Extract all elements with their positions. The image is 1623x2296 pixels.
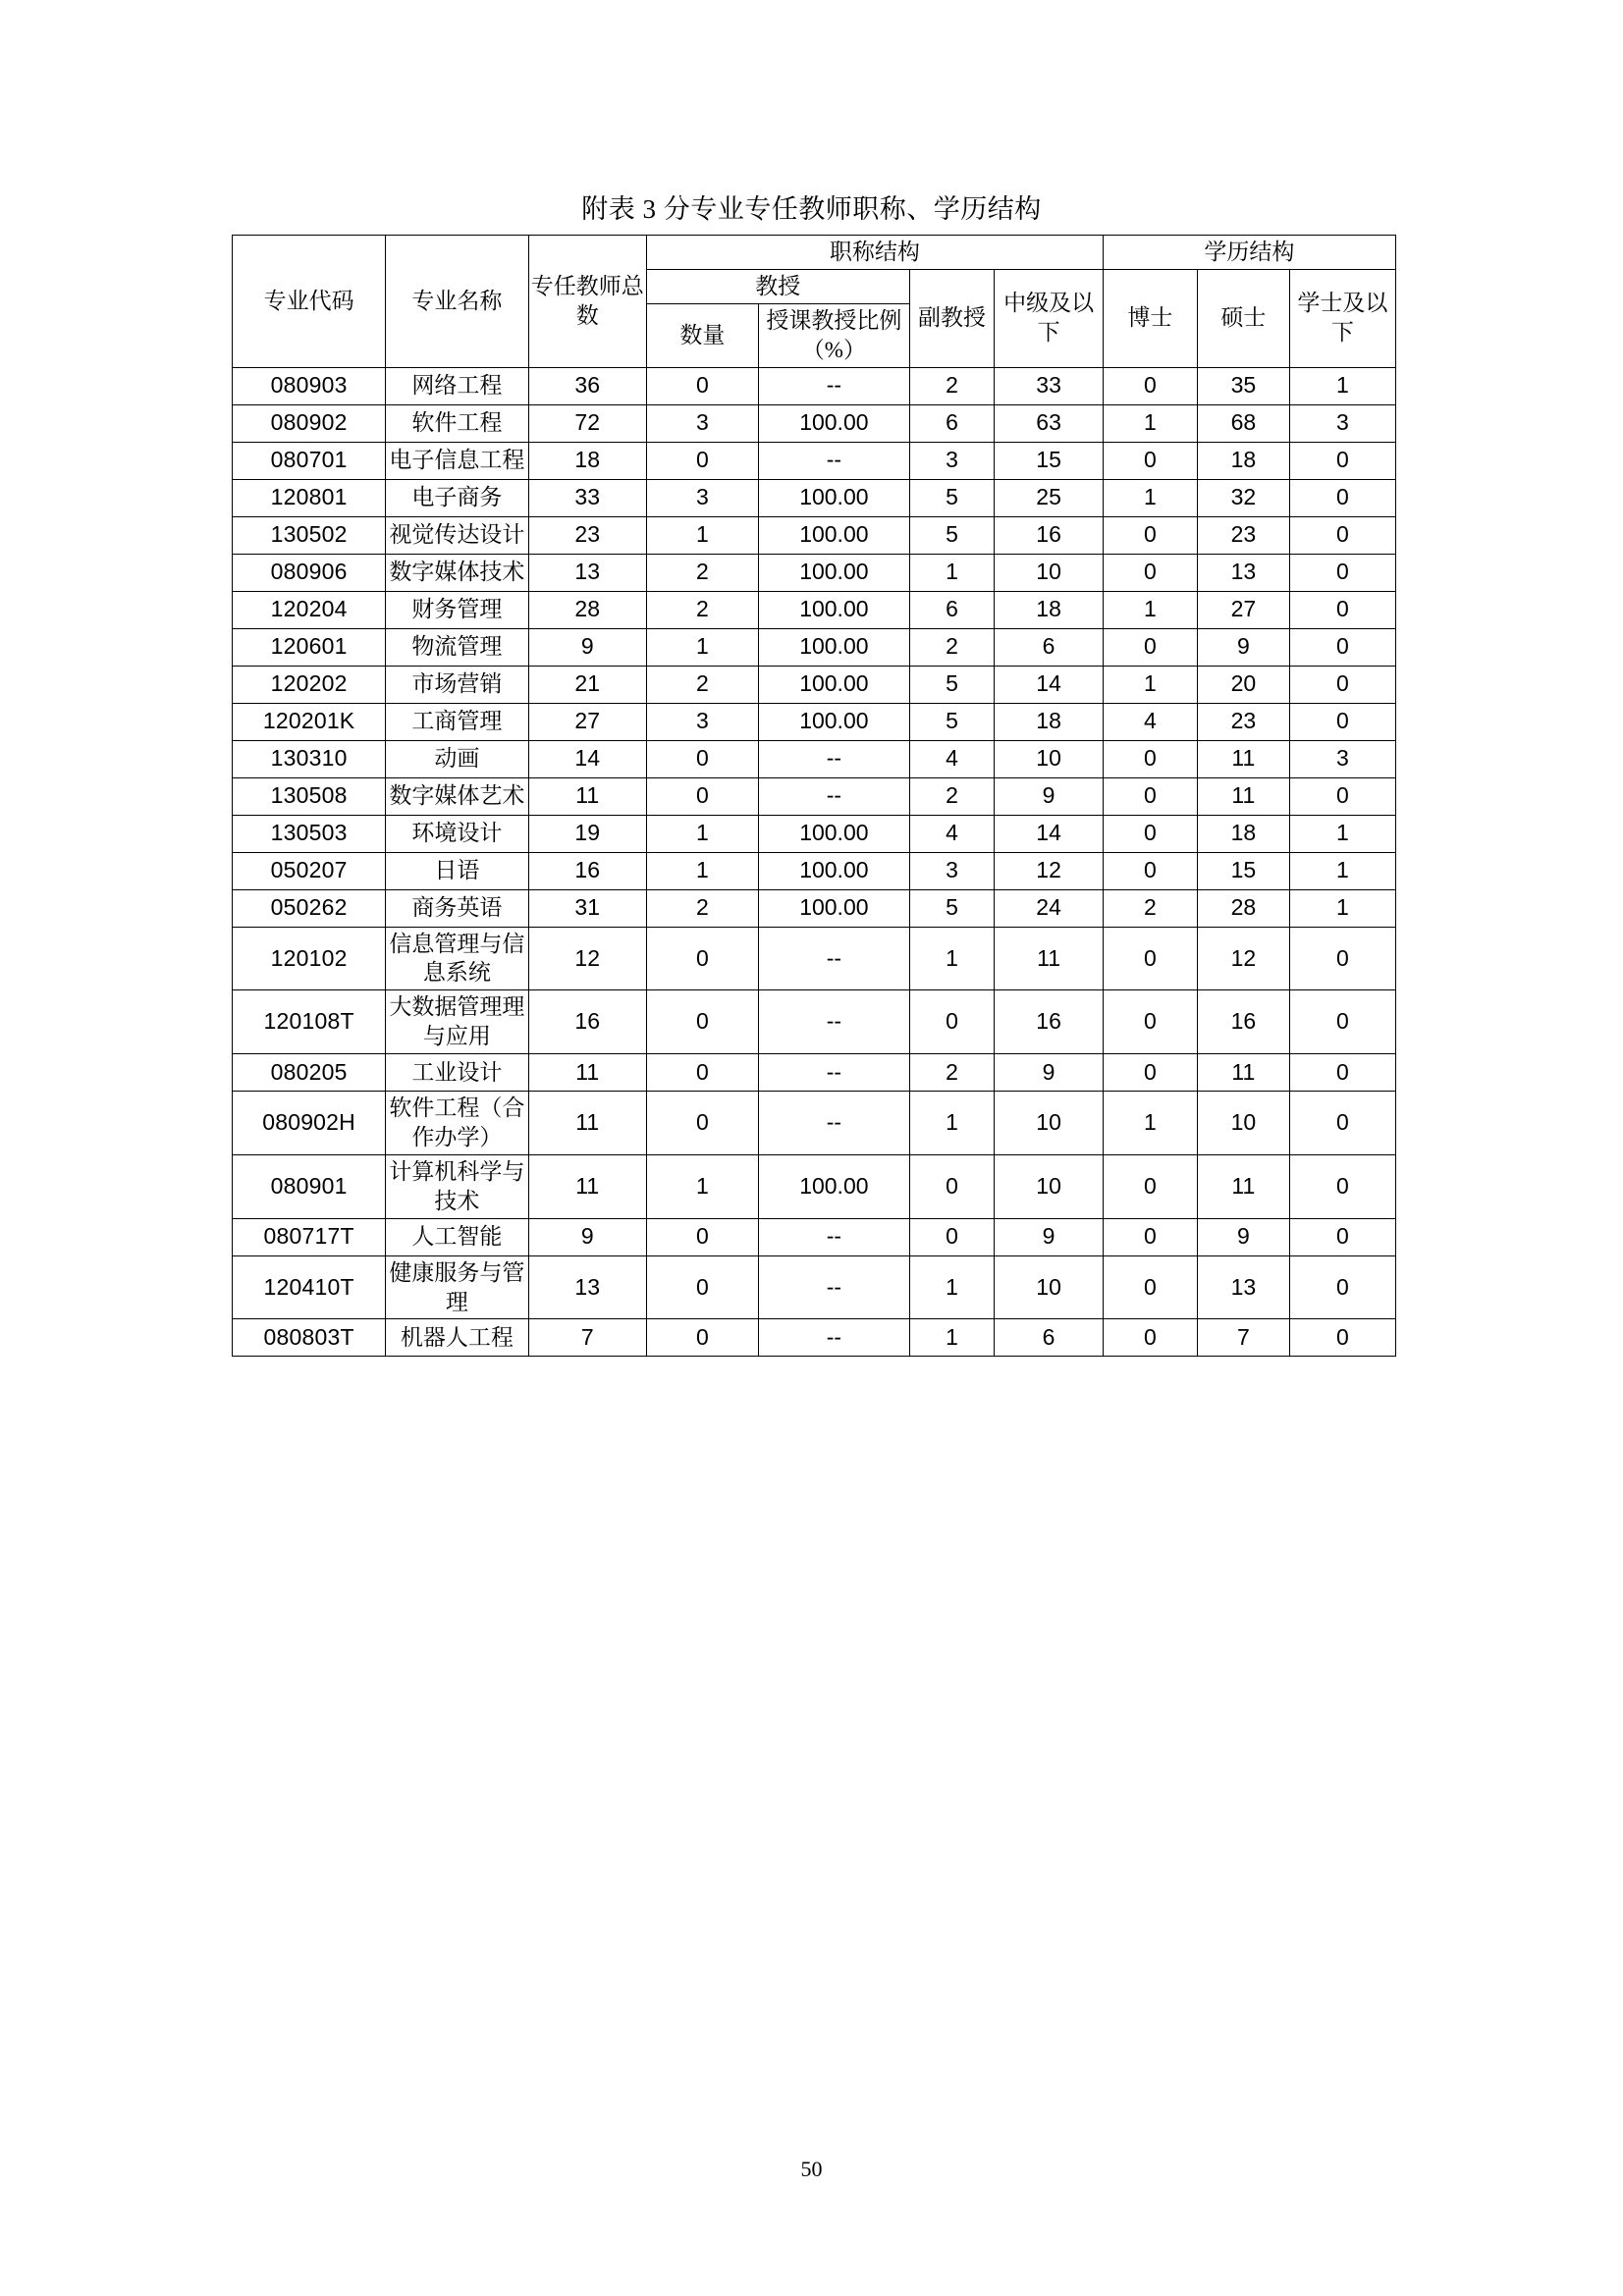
cell-prof_count: 1 (646, 516, 758, 554)
cell-prof_teaching_ratio: 100.00 (758, 703, 909, 740)
column-header-major-name: 专业名称 (386, 236, 528, 368)
cell-code: 120108T (233, 990, 386, 1054)
cell-code: 080901 (233, 1154, 386, 1218)
cell-master: 20 (1198, 666, 1290, 703)
cell-mid_and_below: 10 (995, 554, 1104, 591)
table-row (233, 1054, 1396, 1092)
cell-master: 27 (1198, 591, 1290, 628)
cell-total: 21 (528, 666, 646, 703)
cell-code: 080902 (233, 404, 386, 442)
cell-name: 数字媒体艺术 (386, 777, 528, 815)
cell-doctor: 0 (1103, 1054, 1197, 1092)
cell-bachelor_and_below: 0 (1289, 777, 1395, 815)
cell-assoc_prof: 2 (909, 367, 995, 404)
cell-master: 9 (1198, 628, 1290, 666)
cell-bachelor_and_below: 0 (1289, 628, 1395, 666)
cell-doctor: 1 (1103, 666, 1197, 703)
cell-total: 72 (528, 404, 646, 442)
cell-assoc_prof: 5 (909, 666, 995, 703)
cell-bachelor_and_below: 0 (1289, 442, 1395, 479)
cell-bachelor_and_below: 0 (1289, 554, 1395, 591)
cell-prof_count: 3 (646, 479, 758, 516)
cell-bachelor_and_below: 3 (1289, 404, 1395, 442)
cell-total: 16 (528, 852, 646, 889)
table-row (233, 367, 1396, 404)
cell-prof_count: 0 (646, 367, 758, 404)
cell-doctor: 0 (1103, 628, 1197, 666)
cell-master: 11 (1198, 777, 1290, 815)
cell-prof_teaching_ratio: -- (758, 442, 909, 479)
cell-prof_count: 1 (646, 852, 758, 889)
cell-mid_and_below: 16 (995, 516, 1104, 554)
cell-bachelor_and_below: 3 (1289, 740, 1395, 777)
cell-name: 大数据管理理与应用 (386, 990, 528, 1054)
cell-code: 050262 (233, 889, 386, 927)
cell-total: 13 (528, 554, 646, 591)
cell-master: 7 (1198, 1319, 1290, 1357)
cell-total: 18 (528, 442, 646, 479)
cell-total: 7 (528, 1319, 646, 1357)
cell-master: 13 (1198, 554, 1290, 591)
cell-bachelor_and_below: 0 (1289, 990, 1395, 1054)
cell-total: 11 (528, 1154, 646, 1218)
cell-prof_teaching_ratio: 100.00 (758, 852, 909, 889)
cell-prof_count: 1 (646, 1154, 758, 1218)
cell-name: 健康服务与管理 (386, 1255, 528, 1319)
cell-master: 16 (1198, 990, 1290, 1054)
cell-total: 11 (528, 777, 646, 815)
cell-assoc_prof: 3 (909, 852, 995, 889)
cell-code: 120102 (233, 927, 386, 990)
cell-mid_and_below: 10 (995, 1154, 1104, 1218)
cell-prof_count: 0 (646, 1218, 758, 1255)
cell-prof_count: 0 (646, 442, 758, 479)
cell-prof_count: 0 (646, 990, 758, 1054)
cell-master: 11 (1198, 1054, 1290, 1092)
cell-mid_and_below: 10 (995, 1255, 1104, 1319)
cell-master: 35 (1198, 367, 1290, 404)
table-row (233, 591, 1396, 628)
cell-assoc_prof: 4 (909, 740, 995, 777)
column-header-doctor: 博士 (1103, 269, 1197, 367)
cell-prof_teaching_ratio: -- (758, 990, 909, 1054)
cell-mid_and_below: 6 (995, 1319, 1104, 1357)
cell-bachelor_and_below: 1 (1289, 852, 1395, 889)
cell-name: 商务英语 (386, 889, 528, 927)
cell-prof_count: 0 (646, 1054, 758, 1092)
cell-bachelor_and_below: 0 (1289, 666, 1395, 703)
cell-code: 120410T (233, 1255, 386, 1319)
cell-mid_and_below: 24 (995, 889, 1104, 927)
table-header (233, 236, 1396, 368)
cell-code: 080906 (233, 554, 386, 591)
cell-total: 9 (528, 1218, 646, 1255)
cell-bachelor_and_below: 0 (1289, 1154, 1395, 1218)
cell-prof_count: 3 (646, 404, 758, 442)
cell-code: 130310 (233, 740, 386, 777)
cell-prof_count: 0 (646, 1319, 758, 1357)
cell-prof_teaching_ratio: -- (758, 1092, 909, 1155)
cell-name: 视觉传达设计 (386, 516, 528, 554)
cell-code: 080205 (233, 1054, 386, 1092)
cell-mid_and_below: 6 (995, 628, 1104, 666)
cell-bachelor_and_below: 0 (1289, 591, 1395, 628)
cell-assoc_prof: 5 (909, 703, 995, 740)
page-number: 50 (800, 2157, 823, 2181)
cell-assoc_prof: 2 (909, 777, 995, 815)
cell-mid_and_below: 16 (995, 990, 1104, 1054)
cell-name: 工业设计 (386, 1054, 528, 1092)
table-row (233, 1218, 1396, 1255)
cell-doctor: 0 (1103, 516, 1197, 554)
cell-bachelor_and_below: 0 (1289, 1054, 1395, 1092)
cell-prof_teaching_ratio: 100.00 (758, 889, 909, 927)
cell-mid_and_below: 10 (995, 740, 1104, 777)
group-header-title-structure: 职称结构 (646, 236, 1103, 270)
cell-assoc_prof: 1 (909, 554, 995, 591)
table-row (233, 404, 1396, 442)
cell-doctor: 2 (1103, 889, 1197, 927)
table-row (233, 703, 1396, 740)
cell-prof_teaching_ratio: 100.00 (758, 516, 909, 554)
column-header-major-code: 专业代码 (233, 236, 386, 368)
cell-total: 28 (528, 591, 646, 628)
cell-doctor: 0 (1103, 777, 1197, 815)
cell-assoc_prof: 5 (909, 479, 995, 516)
cell-prof_teaching_ratio: 100.00 (758, 666, 909, 703)
cell-name: 人工智能 (386, 1218, 528, 1255)
cell-bachelor_and_below: 1 (1289, 367, 1395, 404)
cell-code: 080903 (233, 367, 386, 404)
cell-prof_teaching_ratio: 100.00 (758, 554, 909, 591)
header-row-group (233, 236, 1396, 270)
cell-name: 环境设计 (386, 815, 528, 852)
cell-assoc_prof: 5 (909, 516, 995, 554)
cell-prof_teaching_ratio: -- (758, 1319, 909, 1357)
cell-prof_teaching_ratio: -- (758, 777, 909, 815)
cell-prof_count: 2 (646, 554, 758, 591)
cell-prof_count: 2 (646, 666, 758, 703)
cell-code: 120202 (233, 666, 386, 703)
column-header-associate-professor: 副教授 (909, 269, 995, 367)
cell-doctor: 0 (1103, 1319, 1197, 1357)
cell-prof_teaching_ratio: -- (758, 1054, 909, 1092)
cell-prof_count: 0 (646, 1092, 758, 1155)
cell-mid_and_below: 14 (995, 815, 1104, 852)
table-row (233, 628, 1396, 666)
cell-total: 12 (528, 927, 646, 990)
cell-mid_and_below: 15 (995, 442, 1104, 479)
cell-mid_and_below: 33 (995, 367, 1104, 404)
cell-prof_count: 1 (646, 815, 758, 852)
table-row (233, 1154, 1396, 1218)
cell-assoc_prof: 5 (909, 889, 995, 927)
cell-assoc_prof: 6 (909, 591, 995, 628)
cell-name: 动画 (386, 740, 528, 777)
cell-master: 10 (1198, 1092, 1290, 1155)
cell-total: 27 (528, 703, 646, 740)
cell-assoc_prof: 1 (909, 1092, 995, 1155)
cell-code: 130508 (233, 777, 386, 815)
cell-code: 120801 (233, 479, 386, 516)
table-body (233, 367, 1396, 1357)
cell-mid_and_below: 18 (995, 591, 1104, 628)
cell-master: 68 (1198, 404, 1290, 442)
cell-name: 工商管理 (386, 703, 528, 740)
cell-total: 11 (528, 1092, 646, 1155)
cell-total: 14 (528, 740, 646, 777)
cell-total: 36 (528, 367, 646, 404)
cell-total: 33 (528, 479, 646, 516)
cell-doctor: 0 (1103, 927, 1197, 990)
cell-code: 080701 (233, 442, 386, 479)
cell-bachelor_and_below: 0 (1289, 1319, 1395, 1357)
table-row (233, 1255, 1396, 1319)
cell-code: 120601 (233, 628, 386, 666)
cell-doctor: 1 (1103, 479, 1197, 516)
column-header-master: 硕士 (1198, 269, 1290, 367)
cell-assoc_prof: 2 (909, 628, 995, 666)
table-row (233, 815, 1396, 852)
teacher-structure-table (232, 235, 1396, 1357)
cell-doctor: 0 (1103, 852, 1197, 889)
group-header-professor: 教授 (646, 269, 909, 303)
table-row (233, 479, 1396, 516)
cell-name: 物流管理 (386, 628, 528, 666)
cell-prof_count: 0 (646, 1255, 758, 1319)
cell-doctor: 0 (1103, 367, 1197, 404)
cell-prof_count: 0 (646, 740, 758, 777)
column-header-total-teachers: 专任教师总数 (528, 236, 646, 368)
cell-prof_count: 0 (646, 777, 758, 815)
cell-code: 130503 (233, 815, 386, 852)
cell-total: 31 (528, 889, 646, 927)
cell-doctor: 1 (1103, 591, 1197, 628)
cell-prof_teaching_ratio: 100.00 (758, 404, 909, 442)
cell-master: 23 (1198, 516, 1290, 554)
table-row (233, 777, 1396, 815)
cell-code: 080803T (233, 1319, 386, 1357)
cell-total: 23 (528, 516, 646, 554)
cell-name: 信息管理与信息系统 (386, 927, 528, 990)
table-row (233, 1319, 1396, 1357)
cell-master: 18 (1198, 442, 1290, 479)
cell-name: 软件工程（合作办学） (386, 1092, 528, 1155)
cell-assoc_prof: 0 (909, 1154, 995, 1218)
cell-bachelor_and_below: 0 (1289, 1092, 1395, 1155)
cell-prof_teaching_ratio: -- (758, 1255, 909, 1319)
cell-assoc_prof: 6 (909, 404, 995, 442)
cell-mid_and_below: 9 (995, 1218, 1104, 1255)
cell-mid_and_below: 18 (995, 703, 1104, 740)
cell-mid_and_below: 63 (995, 404, 1104, 442)
group-header-education-structure: 学历结构 (1103, 236, 1395, 270)
table-row (233, 740, 1396, 777)
cell-name: 数字媒体技术 (386, 554, 528, 591)
cell-assoc_prof: 1 (909, 1319, 995, 1357)
cell-doctor: 4 (1103, 703, 1197, 740)
cell-name: 日语 (386, 852, 528, 889)
cell-master: 13 (1198, 1255, 1290, 1319)
cell-assoc_prof: 1 (909, 1255, 995, 1319)
cell-master: 28 (1198, 889, 1290, 927)
cell-name: 财务管理 (386, 591, 528, 628)
cell-code: 050207 (233, 852, 386, 889)
cell-prof_count: 1 (646, 628, 758, 666)
cell-bachelor_and_below: 1 (1289, 889, 1395, 927)
cell-bachelor_and_below: 0 (1289, 1218, 1395, 1255)
cell-bachelor_and_below: 0 (1289, 516, 1395, 554)
cell-prof_count: 2 (646, 591, 758, 628)
cell-master: 11 (1198, 1154, 1290, 1218)
cell-mid_and_below: 14 (995, 666, 1104, 703)
cell-name: 电子信息工程 (386, 442, 528, 479)
cell-prof_teaching_ratio: 100.00 (758, 1154, 909, 1218)
table-row (233, 852, 1396, 889)
cell-master: 18 (1198, 815, 1290, 852)
cell-prof_count: 0 (646, 927, 758, 990)
cell-doctor: 0 (1103, 1218, 1197, 1255)
cell-name: 软件工程 (386, 404, 528, 442)
table-row (233, 990, 1396, 1054)
cell-doctor: 0 (1103, 1255, 1197, 1319)
cell-master: 11 (1198, 740, 1290, 777)
cell-doctor: 1 (1103, 404, 1197, 442)
cell-prof_teaching_ratio: -- (758, 740, 909, 777)
cell-prof_teaching_ratio: 100.00 (758, 479, 909, 516)
cell-total: 9 (528, 628, 646, 666)
cell-mid_and_below: 12 (995, 852, 1104, 889)
cell-code: 120201K (233, 703, 386, 740)
column-header-mid-and-below: 中级及以下 (995, 269, 1104, 367)
page-title: 附表 3 分专业专任教师职称、学历结构 (581, 194, 1042, 224)
cell-doctor: 1 (1103, 1092, 1197, 1155)
cell-assoc_prof: 2 (909, 1054, 995, 1092)
cell-bachelor_and_below: 0 (1289, 703, 1395, 740)
cell-name: 计算机科学与技术 (386, 1154, 528, 1218)
cell-code: 130502 (233, 516, 386, 554)
cell-mid_and_below: 11 (995, 927, 1104, 990)
cell-master: 32 (1198, 479, 1290, 516)
cell-name: 网络工程 (386, 367, 528, 404)
cell-bachelor_and_below: 0 (1289, 927, 1395, 990)
cell-doctor: 0 (1103, 990, 1197, 1054)
cell-master: 23 (1198, 703, 1290, 740)
cell-master: 9 (1198, 1218, 1290, 1255)
cell-doctor: 0 (1103, 554, 1197, 591)
cell-doctor: 0 (1103, 815, 1197, 852)
cell-code: 080902H (233, 1092, 386, 1155)
cell-prof_teaching_ratio: -- (758, 367, 909, 404)
teacher-structure-table-container (232, 235, 1396, 1357)
cell-code: 080717T (233, 1218, 386, 1255)
table-row (233, 1092, 1396, 1155)
table-row (233, 442, 1396, 479)
table-row (233, 554, 1396, 591)
cell-bachelor_and_below: 0 (1289, 479, 1395, 516)
cell-assoc_prof: 4 (909, 815, 995, 852)
cell-mid_and_below: 9 (995, 777, 1104, 815)
cell-assoc_prof: 0 (909, 990, 995, 1054)
cell-total: 11 (528, 1054, 646, 1092)
cell-bachelor_and_below: 1 (1289, 815, 1395, 852)
cell-name: 电子商务 (386, 479, 528, 516)
cell-prof_count: 2 (646, 889, 758, 927)
cell-assoc_prof: 1 (909, 927, 995, 990)
cell-doctor: 0 (1103, 1154, 1197, 1218)
cell-total: 16 (528, 990, 646, 1054)
cell-prof_count: 3 (646, 703, 758, 740)
cell-prof_teaching_ratio: 100.00 (758, 628, 909, 666)
cell-code: 120204 (233, 591, 386, 628)
cell-prof_teaching_ratio: -- (758, 1218, 909, 1255)
column-header-bachelor-and-below: 学士及以下 (1289, 269, 1395, 367)
cell-doctor: 0 (1103, 442, 1197, 479)
cell-assoc_prof: 0 (909, 1218, 995, 1255)
cell-master: 15 (1198, 852, 1290, 889)
cell-total: 13 (528, 1255, 646, 1319)
cell-mid_and_below: 10 (995, 1092, 1104, 1155)
cell-mid_and_below: 9 (995, 1054, 1104, 1092)
cell-master: 12 (1198, 927, 1290, 990)
cell-prof_teaching_ratio: -- (758, 927, 909, 990)
cell-assoc_prof: 3 (909, 442, 995, 479)
cell-doctor: 0 (1103, 740, 1197, 777)
table-row (233, 516, 1396, 554)
column-header-professor-teaching-ratio: 授课教授比例（%） (758, 303, 909, 367)
cell-prof_teaching_ratio: 100.00 (758, 591, 909, 628)
cell-total: 19 (528, 815, 646, 852)
cell-name: 市场营销 (386, 666, 528, 703)
cell-name: 机器人工程 (386, 1319, 528, 1357)
table-row (233, 666, 1396, 703)
cell-prof_teaching_ratio: 100.00 (758, 815, 909, 852)
table-row (233, 889, 1396, 927)
column-header-professor-count: 数量 (646, 303, 758, 367)
table-row (233, 927, 1396, 990)
cell-bachelor_and_below: 0 (1289, 1255, 1395, 1319)
cell-mid_and_below: 25 (995, 479, 1104, 516)
